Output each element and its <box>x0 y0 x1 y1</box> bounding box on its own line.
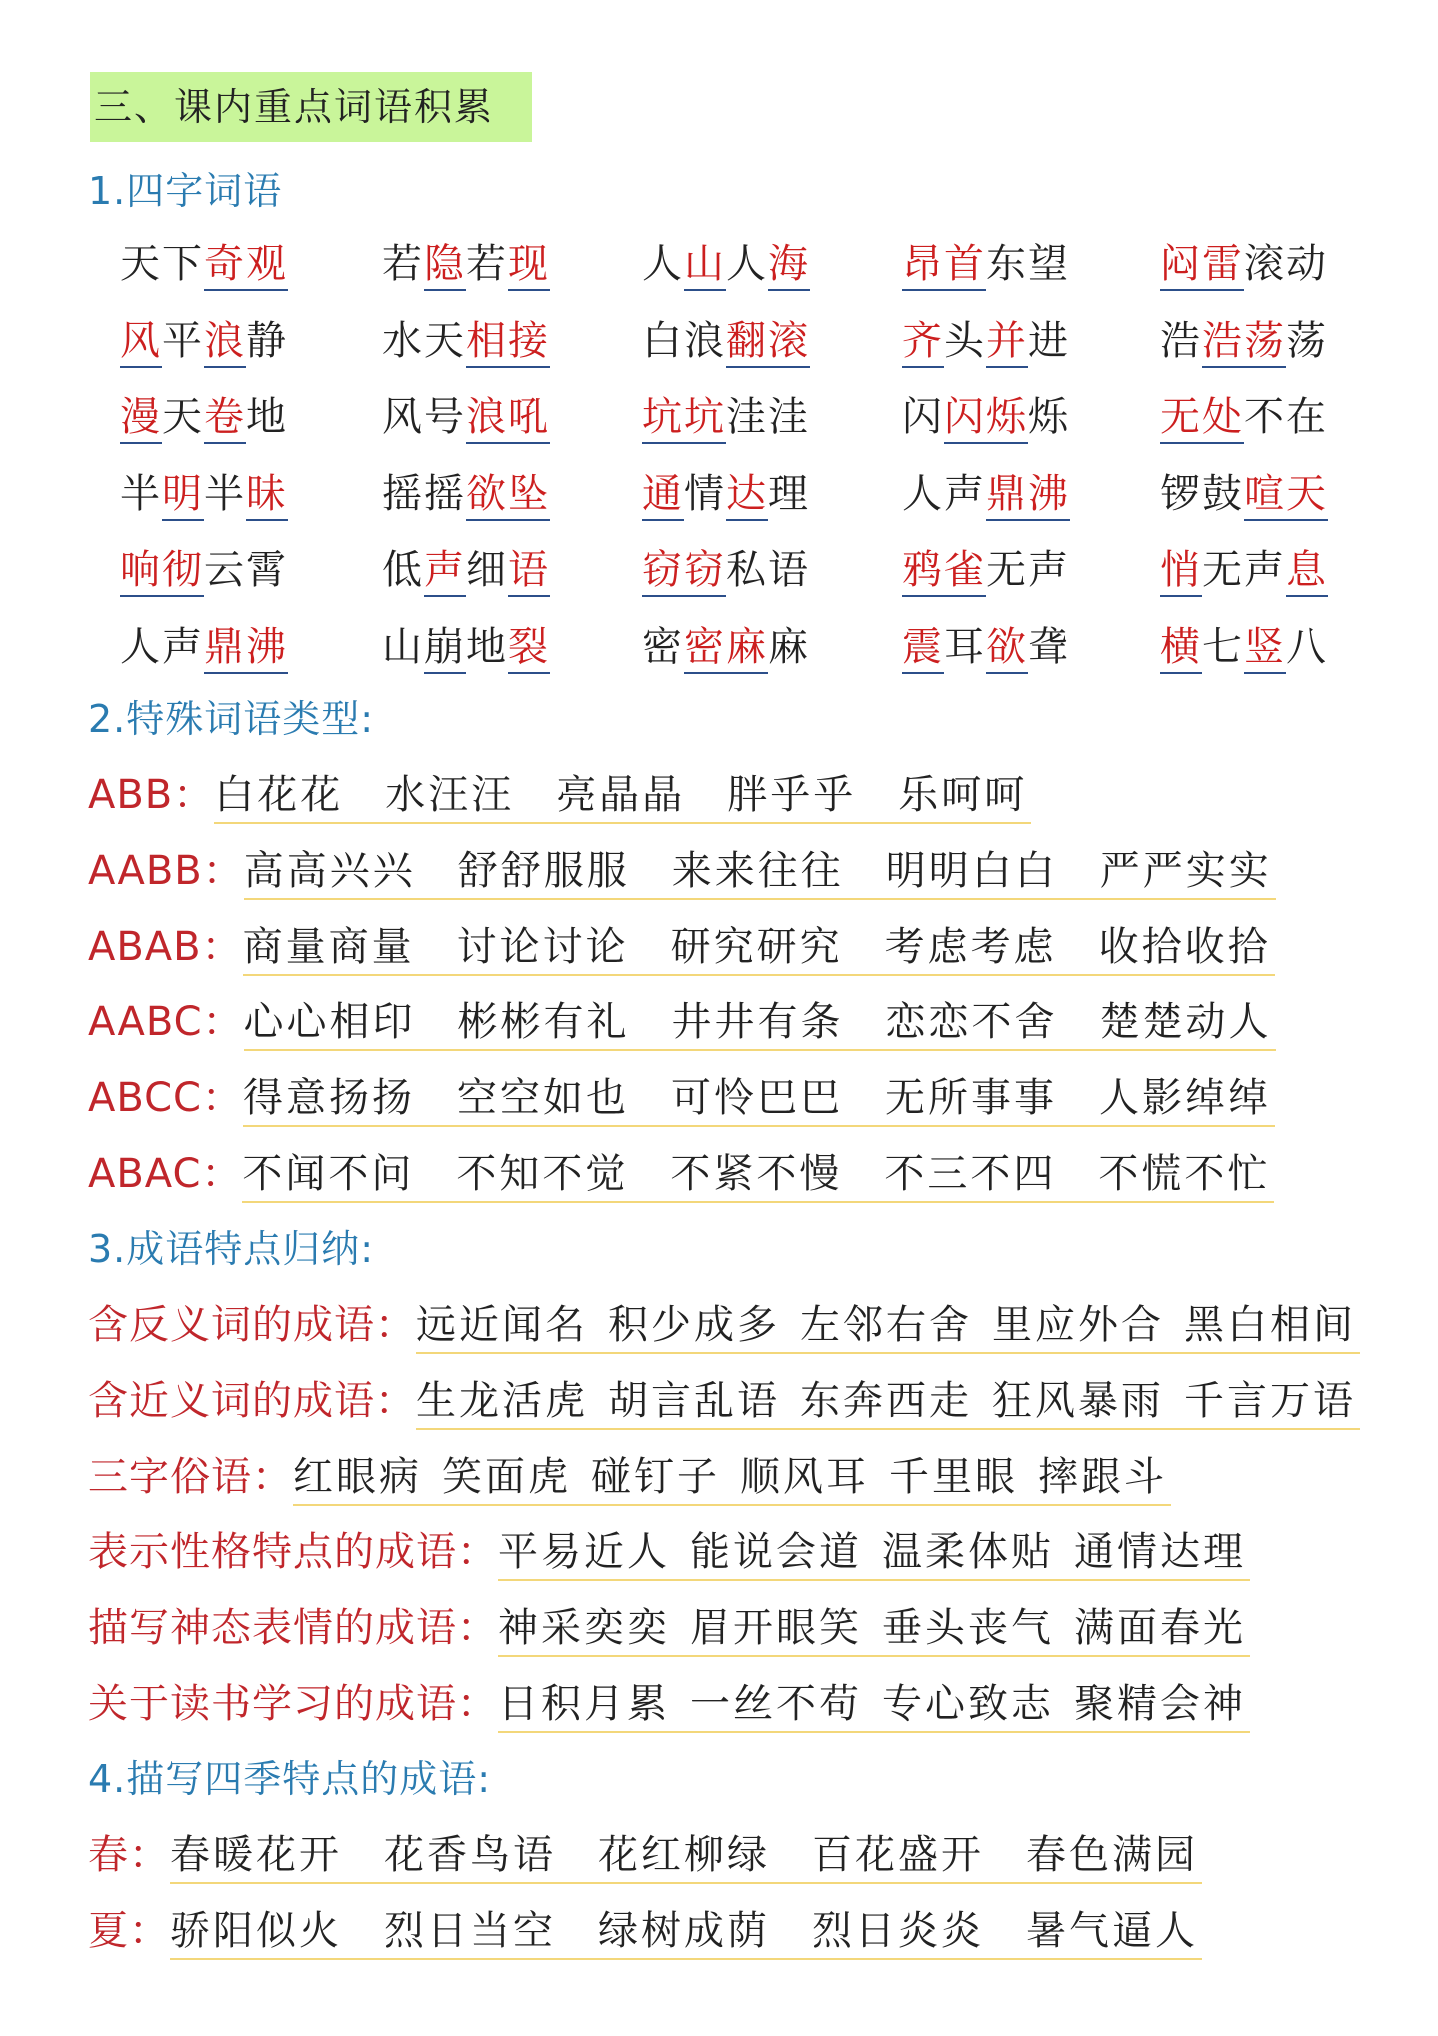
word-chars: 不在 <box>1244 394 1328 440</box>
word: 明明白白 <box>885 847 1058 894</box>
category-label: ABCC： <box>88 1075 243 1122</box>
word-chars: 锣鼓 <box>1160 470 1244 517</box>
four-char-word <box>902 232 1070 291</box>
highlighted-chars: 山 <box>684 232 726 291</box>
word-grid-row <box>120 232 1360 309</box>
four-char-word <box>1160 385 1328 444</box>
word-chars: 若 <box>382 241 424 287</box>
word-list <box>214 763 1031 824</box>
word-line <box>88 915 1275 976</box>
word-list <box>293 1445 1171 1506</box>
category-label: AABB： <box>88 847 244 894</box>
word-list <box>498 1596 1250 1657</box>
highlighted-chars: 横 <box>1160 615 1202 674</box>
word: 春暖花开 <box>170 1832 342 1878</box>
four-char-word <box>382 232 550 291</box>
word-line <box>88 1066 1275 1127</box>
word: 收拾收拾 <box>1098 923 1271 970</box>
word: 井井有条 <box>671 999 844 1046</box>
highlighted-chars: 密麻 <box>684 615 768 674</box>
word: 千言万语 <box>1184 1377 1356 1424</box>
word: 楚楚动人 <box>1099 999 1272 1046</box>
four-char-word <box>382 538 550 597</box>
word-grid-row <box>120 615 1360 692</box>
word: 能说会道 <box>690 1529 862 1576</box>
word: 得意扬扬 <box>242 1075 415 1122</box>
word-chars: 摇摇 <box>382 470 466 517</box>
four-char-word <box>382 462 550 521</box>
highlighted-chars: 浪吼 <box>466 385 550 444</box>
word-chars: 半 <box>120 470 162 517</box>
word-list <box>170 1899 1202 1960</box>
word-grid-row <box>120 538 1360 615</box>
word-list <box>498 1672 1250 1733</box>
word: 心心相印 <box>243 999 416 1046</box>
word-chars: 麻 <box>768 623 810 670</box>
word: 白花花 <box>214 772 344 818</box>
word-chars: 崩 <box>424 615 466 674</box>
word-chars: 平 <box>162 317 204 364</box>
word: 红眼病 <box>293 1453 422 1500</box>
word: 绿树成荫 <box>598 1907 770 1954</box>
word: 人影绰绰 <box>1098 1075 1271 1122</box>
word: 不慌不忙 <box>1098 1151 1271 1197</box>
word: 花红柳绿 <box>598 1832 770 1878</box>
section2-heading: 2.特殊词语类型: <box>88 697 375 741</box>
highlighted-chars: 震 <box>902 615 944 674</box>
word: 考虑考虑 <box>884 923 1057 970</box>
highlighted-chars: 闪烁 <box>944 385 1028 444</box>
word: 专心致志 <box>882 1681 1054 1727</box>
word-chars: 天 <box>162 394 204 440</box>
highlighted-chars: 相接 <box>466 309 550 368</box>
word: 舒舒服服 <box>457 847 630 894</box>
highlighted-chars: 闷雷 <box>1160 232 1244 291</box>
word: 摔跟斗 <box>1038 1453 1167 1500</box>
four-char-word <box>120 538 288 597</box>
highlighted-chars: 喧天 <box>1244 462 1328 521</box>
word-list <box>244 839 1276 900</box>
section3-heading: 3.成语特点归纳: <box>88 1227 375 1271</box>
word: 胡言乱语 <box>608 1377 780 1424</box>
word: 亮晶晶 <box>556 772 686 818</box>
word-grid-row <box>120 385 1360 462</box>
word: 不三不四 <box>884 1151 1057 1197</box>
word-line <box>88 1142 1274 1203</box>
four-char-word <box>642 232 810 291</box>
word: 严严实实 <box>1099 847 1272 894</box>
word-line <box>88 839 1276 900</box>
category-label: 关于读书学习的成语： <box>88 1681 498 1727</box>
word-chars: 闪 <box>902 394 944 440</box>
four-char-word <box>642 309 810 368</box>
word-chars: 荡 <box>1286 317 1328 364</box>
category-label: 描写神态表情的成语： <box>88 1605 498 1652</box>
word-chars: 滚动 <box>1244 241 1328 287</box>
word: 不知不觉 <box>456 1151 629 1197</box>
word-chars: 若 <box>466 241 508 287</box>
word-grid-row <box>120 462 1360 539</box>
word-line <box>88 990 1276 1051</box>
word-line <box>88 1823 1202 1884</box>
category-label: 春： <box>88 1832 170 1878</box>
section4-heading: 4.描写四季特点的成语: <box>88 1757 492 1801</box>
word: 可怜巴巴 <box>670 1075 843 1122</box>
word: 一丝不苟 <box>690 1681 862 1727</box>
highlighted-chars: 竖 <box>1244 615 1286 674</box>
word-chars: 白浪 <box>642 317 726 364</box>
highlighted-chars: 昧 <box>246 462 288 521</box>
word-chars: 半 <box>204 470 246 517</box>
four-char-word <box>382 615 550 674</box>
four-char-word <box>120 309 288 368</box>
four-char-word <box>642 615 810 674</box>
highlighted-chars: 达 <box>726 462 768 521</box>
word: 烈日当空 <box>384 1907 556 1954</box>
highlighted-chars: 浩荡 <box>1202 309 1286 368</box>
highlighted-chars: 裂 <box>508 615 550 674</box>
word: 温柔体贴 <box>882 1529 1054 1576</box>
word: 骄阳似火 <box>170 1907 342 1954</box>
word: 日积月累 <box>498 1681 670 1727</box>
highlighted-chars: 齐 <box>902 309 944 368</box>
word-line <box>88 1520 1250 1581</box>
word: 花香鸟语 <box>384 1832 556 1878</box>
word: 高高兴兴 <box>243 847 416 894</box>
word: 黑白相间 <box>1184 1302 1356 1348</box>
word-list <box>170 1823 1202 1884</box>
page-title: 三、课内重点词语积累 <box>90 72 532 142</box>
word-chars: 七 <box>1202 623 1244 670</box>
category-label: ABAB： <box>88 923 243 970</box>
word-chars: 人声 <box>902 470 986 517</box>
section1-heading: 1.四字词语 <box>88 169 283 213</box>
highlighted-chars: 坑坑 <box>642 385 726 444</box>
four-char-word <box>120 462 288 521</box>
highlighted-chars: 欲坠 <box>466 462 550 521</box>
category-label: 三字俗语： <box>88 1453 293 1500</box>
word-chars: 头 <box>944 317 986 364</box>
word: 顺风耳 <box>740 1453 869 1500</box>
four-char-word <box>902 538 1070 597</box>
word-chars: 进 <box>1028 317 1070 364</box>
category-label: ABB： <box>88 772 215 818</box>
word: 平易近人 <box>498 1529 670 1576</box>
word-line <box>88 1899 1202 1960</box>
word: 碰钉子 <box>591 1453 720 1500</box>
four-char-word <box>120 232 288 291</box>
four-char-word <box>902 309 1070 368</box>
category-label: AABC： <box>88 999 244 1046</box>
word-list <box>243 1066 1275 1127</box>
category-label: 含反义词的成语： <box>88 1302 416 1348</box>
word-chars: 洼洼 <box>726 394 810 440</box>
word: 无所事事 <box>884 1075 1057 1122</box>
word: 来来往往 <box>671 847 844 894</box>
category-label: 含近义词的成语： <box>88 1377 416 1424</box>
word: 彬彬有礼 <box>457 999 630 1046</box>
four-char-word <box>382 309 550 368</box>
highlighted-chars: 奇观 <box>204 232 288 291</box>
word-line <box>88 763 1031 824</box>
word-chars: 细 <box>466 547 508 593</box>
word: 神采奕奕 <box>498 1605 670 1652</box>
four-char-word <box>1160 538 1328 597</box>
word: 恋恋不舍 <box>885 999 1058 1046</box>
word: 不闻不问 <box>242 1151 415 1197</box>
word: 研究研究 <box>670 923 843 970</box>
word: 狂风暴雨 <box>992 1377 1164 1424</box>
word-chars: 烁 <box>1028 394 1070 440</box>
word-line <box>88 1369 1360 1430</box>
word-list <box>416 1369 1360 1430</box>
word: 胖乎乎 <box>727 772 857 818</box>
word-chars: 无声 <box>986 547 1070 593</box>
word-chars: 耳 <box>944 623 986 670</box>
highlighted-chars: 悄 <box>1160 538 1202 597</box>
four-char-word-grid <box>120 232 1360 691</box>
four-char-word <box>382 385 550 444</box>
highlighted-chars: 鼎沸 <box>986 462 1070 521</box>
word: 积少成多 <box>608 1302 780 1348</box>
highlighted-chars: 浪 <box>204 309 246 368</box>
word: 满面春光 <box>1074 1605 1246 1652</box>
word: 暑气逼人 <box>1026 1907 1198 1954</box>
four-char-word <box>642 462 810 521</box>
highlighted-chars: 欲 <box>986 615 1028 674</box>
word-list <box>244 990 1276 1051</box>
four-char-word <box>1160 462 1328 521</box>
word-chars: 水天 <box>382 317 466 364</box>
word-chars: 静 <box>246 317 288 364</box>
highlighted-chars: 无处 <box>1160 385 1244 444</box>
highlighted-chars: 卷 <box>204 385 246 444</box>
four-char-word <box>1160 309 1328 368</box>
word-chars: 八 <box>1286 623 1328 670</box>
four-char-word <box>642 538 810 597</box>
word-chars: 人声 <box>120 623 204 670</box>
highlighted-chars: 并 <box>986 309 1028 368</box>
four-char-word <box>902 462 1070 521</box>
word-line <box>88 1672 1250 1733</box>
highlighted-chars: 明 <box>162 462 204 521</box>
word-line <box>88 1445 1171 1506</box>
highlighted-chars: 语 <box>508 538 550 597</box>
four-char-word <box>1160 232 1328 291</box>
word-chars: 地 <box>466 623 508 670</box>
four-char-word <box>902 385 1070 444</box>
word-chars: 人 <box>642 241 684 287</box>
highlighted-chars: 响彻 <box>120 538 204 597</box>
word: 生龙活虎 <box>416 1377 588 1424</box>
highlighted-chars: 风 <box>120 309 162 368</box>
word: 通情达理 <box>1074 1529 1246 1576</box>
word: 烈日炎炎 <box>812 1907 984 1954</box>
word-chars: 聋 <box>1028 623 1070 670</box>
highlighted-chars: 昂首 <box>902 232 986 291</box>
word-chars: 云霄 <box>204 547 288 593</box>
word: 眉开眼笑 <box>690 1605 862 1652</box>
highlighted-chars: 声 <box>424 538 466 597</box>
word-chars: 地 <box>246 394 288 440</box>
word: 春色满园 <box>1026 1832 1198 1878</box>
word-chars: 风号 <box>382 394 466 440</box>
word-chars: 东望 <box>986 241 1070 287</box>
four-char-word <box>642 385 810 444</box>
word: 聚精会神 <box>1074 1681 1246 1727</box>
highlighted-chars: 漫 <box>120 385 162 444</box>
word: 左邻右舍 <box>800 1302 972 1348</box>
word: 空空如也 <box>456 1075 629 1122</box>
word-line <box>88 1293 1360 1354</box>
highlighted-chars: 隐 <box>424 232 466 291</box>
highlighted-chars: 息 <box>1286 538 1328 597</box>
word: 乐呵呵 <box>898 772 1028 818</box>
word-list <box>416 1293 1360 1354</box>
word-chars: 密 <box>642 623 684 670</box>
highlighted-chars: 海 <box>768 232 810 291</box>
word-list <box>243 915 1275 976</box>
highlighted-chars: 翻滚 <box>726 309 810 368</box>
four-char-word <box>902 615 1070 674</box>
word-chars: 人 <box>726 241 768 287</box>
word-chars: 情 <box>684 470 726 517</box>
category-label: ABAC： <box>88 1151 243 1197</box>
word: 远近闻名 <box>416 1302 588 1348</box>
word: 不紧不慢 <box>670 1151 843 1197</box>
word: 里应外合 <box>992 1302 1164 1348</box>
word-list <box>498 1520 1250 1581</box>
word-chars: 天下 <box>120 241 204 287</box>
four-char-word <box>120 385 288 444</box>
four-char-word <box>1160 615 1328 674</box>
category-label: 夏： <box>88 1907 170 1954</box>
word-list <box>242 1142 1274 1203</box>
word: 水汪汪 <box>385 772 515 818</box>
word: 百花盛开 <box>812 1832 984 1878</box>
highlighted-chars: 窃窃 <box>642 538 726 597</box>
word-chars: 山 <box>382 623 424 670</box>
word: 垂头丧气 <box>882 1605 1054 1652</box>
word-chars: 私语 <box>726 547 810 593</box>
word-chars: 低 <box>382 547 424 593</box>
highlighted-chars: 鸦雀 <box>902 538 986 597</box>
word: 千里眼 <box>889 1453 1018 1500</box>
word-chars: 浩 <box>1160 317 1202 364</box>
word: 商量商量 <box>242 923 415 970</box>
category-label: 表示性格特点的成语： <box>88 1529 498 1576</box>
word: 讨论讨论 <box>456 923 629 970</box>
word-chars: 理 <box>768 470 810 517</box>
word: 笑面虎 <box>442 1453 571 1500</box>
word-chars: 无声 <box>1202 547 1286 593</box>
word-line <box>88 1596 1250 1657</box>
highlighted-chars: 现 <box>508 232 550 291</box>
word-grid-row <box>120 309 1360 386</box>
four-char-word <box>120 615 288 674</box>
word: 东奔西走 <box>800 1377 972 1424</box>
highlighted-chars: 鼎沸 <box>204 615 288 674</box>
highlighted-chars: 通 <box>642 462 684 521</box>
